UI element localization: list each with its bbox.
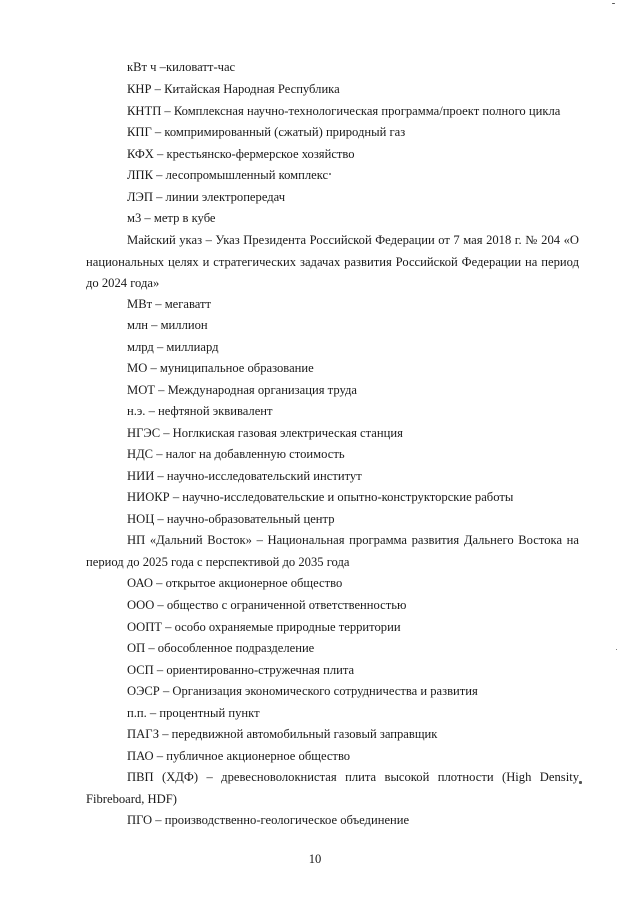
abbr-entry: НДС – налог на добавленную стоимость <box>127 447 345 461</box>
abbr-entry: ОЭСР – Организация экономического сотрудничества и развития <box>127 684 478 698</box>
abbr-entry: КНТП – Комплексная научно-технологическая программа/проект полного цикла <box>127 104 561 118</box>
abbr-entry: п.п. – процентный пункт <box>127 706 260 720</box>
abbr-entry: НИИ – научно-исследовательский институт <box>127 469 362 483</box>
abbr-entry: ПАО – публичное акционерное общество <box>127 749 351 763</box>
scan-speck <box>329 173 331 175</box>
scan-speck <box>616 649 617 650</box>
abbr-entry-np-dv-line1: НП «Дальний Восток» – Национальная программа развития Дальнего Востока на <box>127 533 579 547</box>
abbr-entry: ПАГЗ – передвижной автомобильный газовый заправщик <box>127 727 438 741</box>
abbr-entry: КПГ – компримированный (сжатый) природный газ <box>127 125 406 139</box>
abbr-entry: млн – миллион <box>127 318 208 332</box>
abbr-entry: НИОКР – научно-исследовательские и опытно-конструкторские работы <box>127 490 514 504</box>
page-number: 10 <box>308 852 322 866</box>
scan-speck <box>612 3 615 4</box>
abbr-entry: ОП – обособленное подразделение <box>127 641 315 655</box>
abbr-entry: н.э. – нефтяной эквивалент <box>127 404 273 418</box>
abbr-entry: ООПТ – особо охраняемые природные территории <box>127 620 401 634</box>
scan-speck <box>579 781 582 784</box>
abbr-entry: ОСП – ориентированно-стружечная плита <box>127 663 355 677</box>
abbr-entry: ОАО – открытое акционерное общество <box>127 576 343 590</box>
abbr-entry: ЛПК – лесопромышленный комплекс <box>127 168 329 182</box>
abbr-entry: МО – муниципальное образование <box>127 361 314 375</box>
abbr-entry-np-dv-line2: период до 2025 года с перспективой до 2035 года <box>86 555 350 569</box>
abbr-entry: кВт ч –киловатт-час <box>127 60 236 74</box>
abbr-entry: НОЦ – научно-образовательный центр <box>127 512 335 526</box>
abbr-entry: МОТ – Международная организация труда <box>127 383 357 397</box>
abbr-entry: ЛЭП – линии электропередач <box>127 190 286 204</box>
abbr-entry: КФХ – крестьянско-фермерское хозяйство <box>127 147 355 161</box>
abbr-entry-pvp-line2: Fibreboard, HDF) <box>86 792 177 806</box>
abbr-entry: млрд – миллиард <box>127 340 219 354</box>
abbr-entry-may-decree-line2: национальных целях и стратегических задачах развития Российской Федерации на период <box>86 255 579 269</box>
abbr-entry: м3 – метр в кубе <box>127 211 216 225</box>
abbr-entry-may-decree-line1: Майский указ – Указ Президента Российской Федерации от 7 мая 2018 г. № 204 «О <box>127 233 579 247</box>
abbr-entry-may-decree-line3: до 2024 года» <box>86 276 160 290</box>
abbr-entry: ООО – общество с ограниченной ответственностью <box>127 598 407 612</box>
abbr-entry-pvp-line1: ПВП (ХДФ) – древесноволокнистая плита высокой плотности (High Density <box>127 770 579 784</box>
abbr-entry: КНР – Китайская Народная Республика <box>127 82 340 96</box>
abbr-entry: НГЭС – Ноглкиская газовая электрическая станция <box>127 426 403 440</box>
abbr-entry: ПГО – производственно-геологическое объединение <box>127 813 410 827</box>
abbr-entry: МВт – мегаватт <box>127 297 212 311</box>
